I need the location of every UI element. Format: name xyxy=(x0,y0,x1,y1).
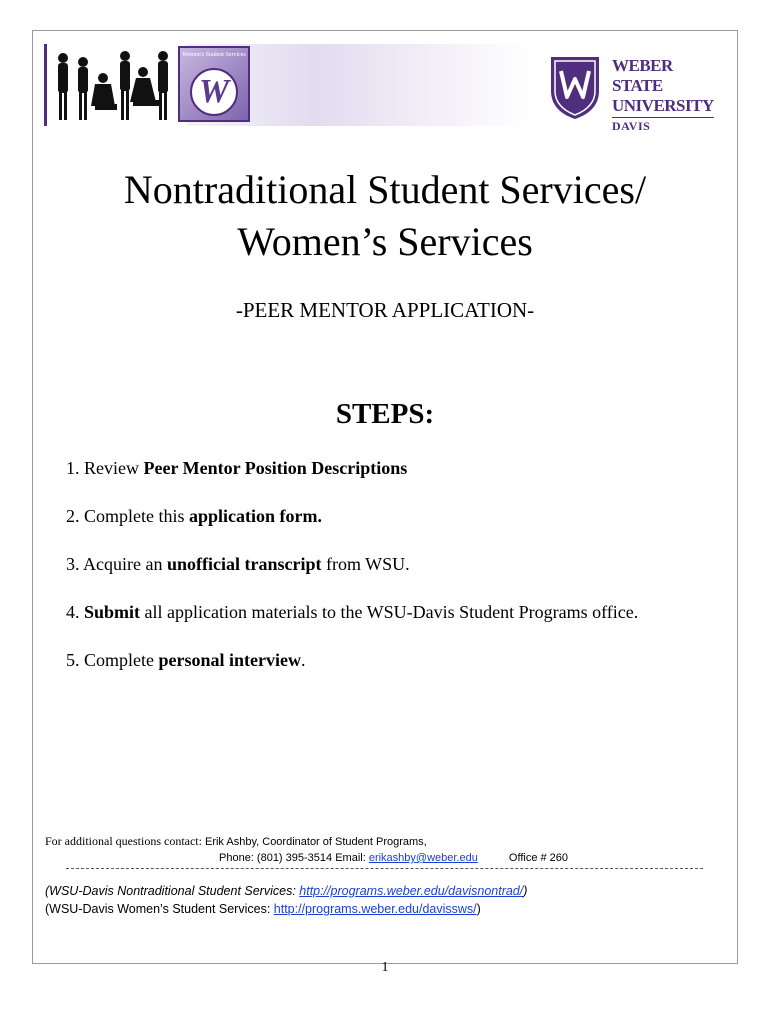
step-emphasis: personal interview xyxy=(158,650,301,670)
close-paren: ) xyxy=(476,902,481,916)
wsu-shield-icon xyxy=(549,55,601,121)
page-number: 1 xyxy=(381,960,389,975)
step-emphasis: unofficial transcript xyxy=(166,554,322,574)
step-item xyxy=(66,506,322,527)
nontrad-link-line xyxy=(45,884,527,898)
step-number: 1. xyxy=(66,458,80,478)
contact-intro: For additional questions contact: xyxy=(45,834,202,848)
contact-person: Erik Ashby, Coordinator of Student Programs, xyxy=(204,836,427,848)
step-text-after: from WSU. xyxy=(321,554,410,574)
close-paren: ) xyxy=(523,884,528,898)
womens-services-logo xyxy=(178,46,250,122)
nontrad-url-link[interactable]: http://programs.weber.edu/davisnontrad/ xyxy=(299,884,524,898)
wsu-name-line1: WEBER STATE xyxy=(612,56,673,95)
document-title-line2: Women’s Services xyxy=(237,219,533,264)
contact-phone: Phone: (801) 395-3514 Email: xyxy=(219,852,366,864)
document-subtitle: -PEER MENTOR APPLICATION- xyxy=(235,298,535,322)
womens-url-link[interactable]: http://programs.weber.edu/davissws/ xyxy=(273,902,477,916)
student-silhouettes-image xyxy=(51,48,181,124)
email-link[interactable]: erikashby@weber.edu xyxy=(368,852,478,864)
step-text-after: all application materials to the WSU-Davis Student Programs office. xyxy=(140,602,639,622)
contact-line xyxy=(45,834,427,849)
dashed-divider xyxy=(66,868,703,869)
header-banner xyxy=(44,44,532,126)
step-emphasis: application form. xyxy=(189,506,322,526)
document-title-line1: Nontraditional Student Services/ xyxy=(123,167,647,212)
steps-heading: STEPS: xyxy=(335,398,435,430)
step-emphasis: Peer Mentor Position Descriptions xyxy=(143,458,408,478)
step-text: Complete xyxy=(84,650,159,670)
nontrad-label: (WSU-Davis Nontraditional Student Services: xyxy=(45,884,300,898)
wsu-name-line2: UNIVERSITY xyxy=(612,96,714,118)
step-text: Acquire an xyxy=(83,554,167,574)
step-item xyxy=(66,650,305,671)
step-item xyxy=(66,554,410,575)
step-number: 5. xyxy=(66,650,80,670)
wsu-wordmark xyxy=(612,56,722,134)
step-item xyxy=(66,602,638,623)
logo-caption: Women's Student Services xyxy=(182,52,246,58)
step-text: Complete this xyxy=(84,506,189,526)
wsu-campus: DAVIS xyxy=(612,119,651,133)
office-number: Office # 260 xyxy=(508,852,569,864)
step-number: 2. xyxy=(66,506,80,526)
phone-email-line xyxy=(219,852,568,864)
step-number: 3. xyxy=(66,554,80,574)
w-letter-emblem: W xyxy=(190,68,238,116)
womens-link-line xyxy=(45,902,481,916)
step-number: 4. xyxy=(66,602,80,622)
step-text-after: . xyxy=(300,650,306,670)
step-item xyxy=(66,458,407,479)
womens-label: (WSU-Davis Women’s Student Services: xyxy=(45,902,274,916)
step-text: Review xyxy=(84,458,144,478)
step-emphasis: Submit xyxy=(84,602,141,622)
